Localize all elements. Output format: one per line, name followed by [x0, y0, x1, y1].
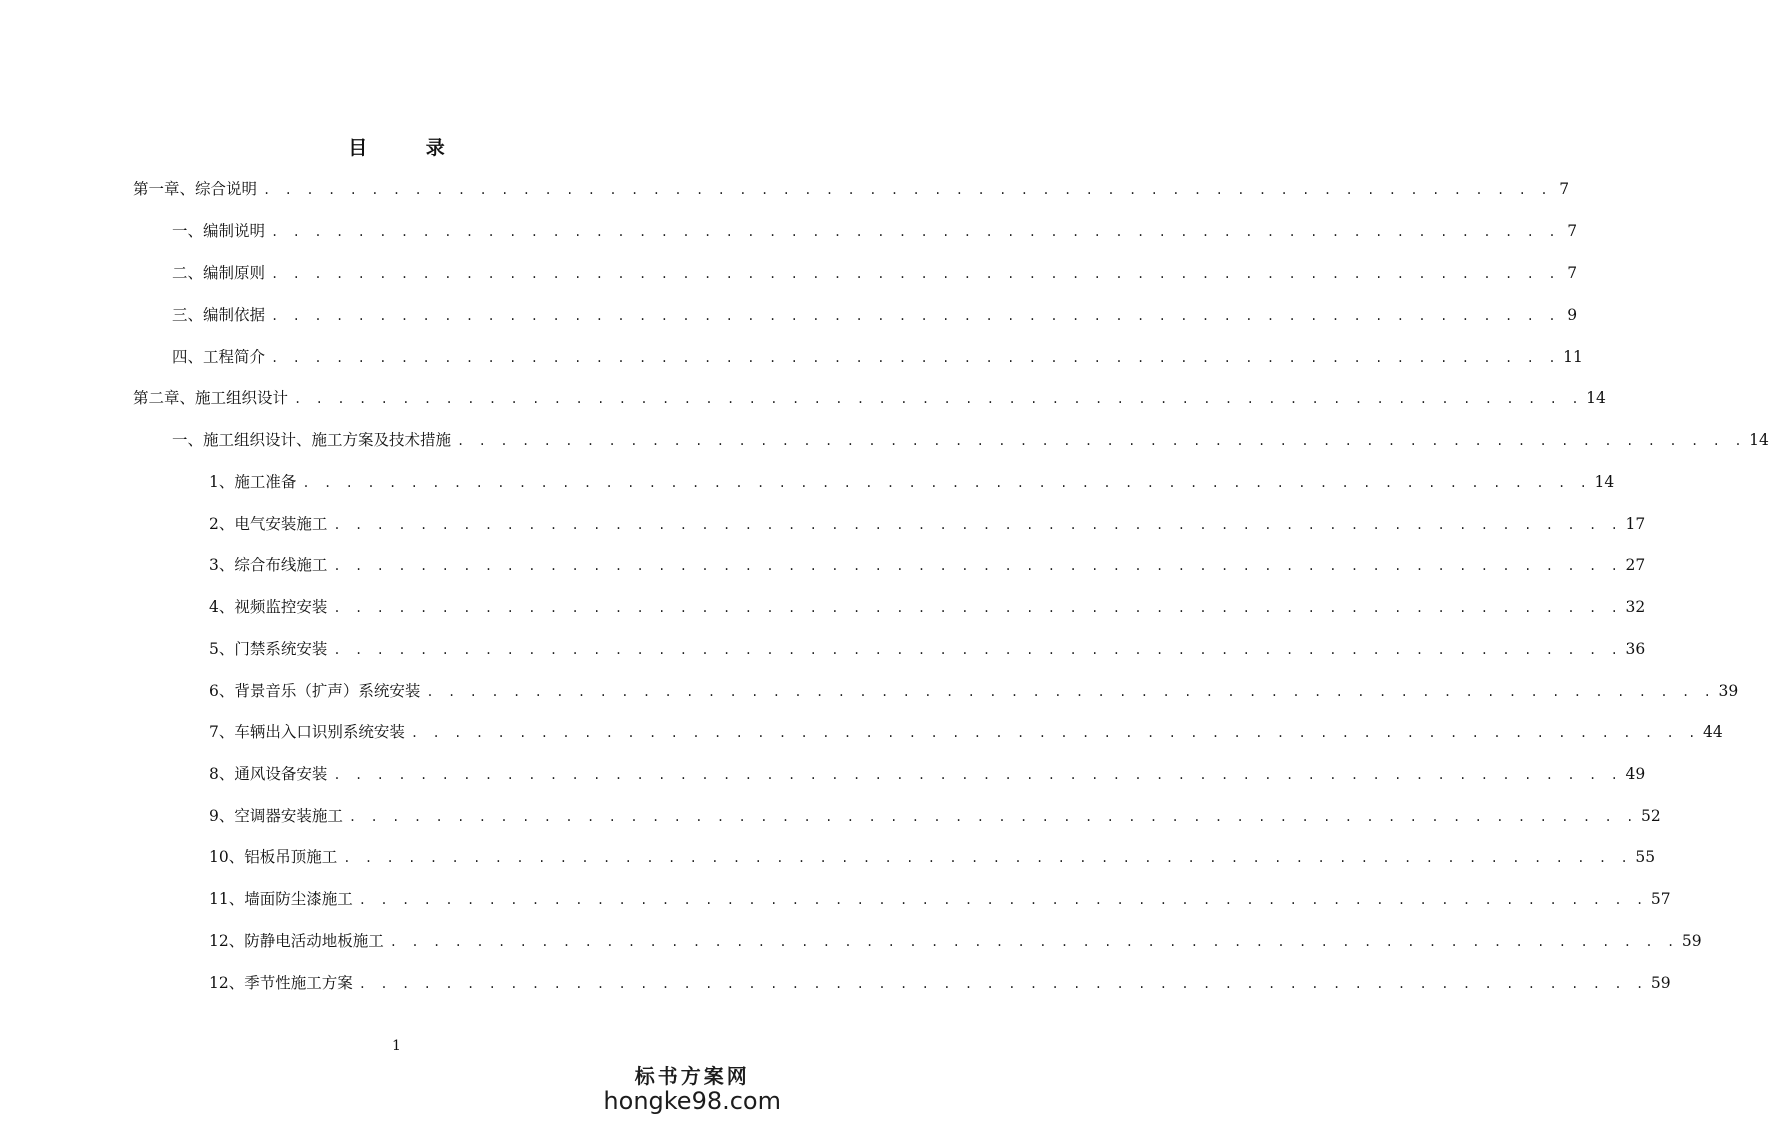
toc-entry-label: 12、季节性施工方案 [209, 974, 353, 992]
toc-entry-label: 一、编制说明 [172, 222, 266, 240]
toc-entry-page: 44 [1703, 723, 1723, 741]
toc-leader-dots: . . . . . . . . . . . . . . . . . . . . . . . . . . . . . . . . . . . . . . . . . . . . . . . . . . . . . . . . . . . . [271, 351, 1560, 365]
toc-leader-dots: . . . . . . . . . . . . . . . . . . . . . . . . . . . . . . . . . . . . . . . . . . . . . . . . . . . . . . . . . . . . [426, 685, 1715, 699]
toc-entry-label: 2、电气安装施工 [209, 515, 328, 533]
toc-entry-label: 二、编制原则 [172, 264, 266, 282]
toc-entry-label: 4、视频监控安装 [209, 598, 328, 616]
toc-entry-page: 9 [1567, 306, 1578, 324]
watermark-url-text: hongke98.com [603, 1087, 781, 1115]
toc-leader-dots: . . . . . . . . . . . . . . . . . . . . . . . . . . . . . . . . . . . . . . . . . . . . . . . . . . . . . . . . . . . . [457, 434, 1746, 448]
toc-leader-dots: . . . . . . . . . . . . . . . . . . . . . . . . . . . . . . . . . . . . . . . . . . . . . . . . . . . . . . . . . . . . [333, 768, 1622, 782]
toc-entry[interactable] [209, 804, 1661, 828]
toc-entry-label: 1、施工准备 [209, 473, 297, 491]
toc-leader-dots: . . . . . . . . . . . . . . . . . . . . . . . . . . . . . . . . . . . . . . . . . . . . . . . . . . . . . . . . . . . . [358, 977, 1647, 991]
toc-leader-dots: . . . . . . . . . . . . . . . . . . . . . . . . . . . . . . . . . . . . . . . . . . . . . . . . . . . . . . . . . . . . [271, 267, 1560, 281]
toc-entry[interactable] [209, 845, 1656, 869]
toc-entry[interactable] [209, 595, 1646, 619]
toc-entry-label: 7、车辆出入口识别系统安装 [209, 723, 405, 741]
toc-entry-page: 32 [1625, 598, 1646, 616]
toc-leader-dots: . . . . . . . . . . . . . . . . . . . . . . . . . . . . . . . . . . . . . . . . . . . . . . . . . . . . . . . . . . . . [348, 810, 1638, 824]
toc-leader-dots: . . . . . . . . . . . . . . . . . . . . . . . . . . . . . . . . . . . . . . . . . . . . . . . . . . . . . . . . . . . . [333, 601, 1622, 615]
toc-entry[interactable] [133, 386, 1606, 410]
toc-entry-page: 14 [1594, 473, 1615, 491]
toc-leader-dots: . . . . . . . . . . . . . . . . . . . . . . . . . . . . . . . . . . . . . . . . . . . . . . . . . . . . . . . . . . . . [333, 559, 1622, 573]
toc-entry[interactable] [209, 929, 1702, 953]
toc-entry-page: 14 [1749, 431, 1769, 449]
toc-entry-label: 5、门禁系统安装 [209, 640, 328, 658]
toc-entry-label: 一、施工组织设计、施工方案及技术措施 [172, 431, 452, 449]
toc-entry-page: 11 [1563, 348, 1583, 366]
toc-leader-dots: . . . . . . . . . . . . . . . . . . . . . . . . . . . . . . . . . . . . . . . . . . . . . . . . . . . . . . . . . . . . [343, 851, 1632, 865]
toc-entry-label: 第二章、施工组织设计 [133, 389, 289, 407]
toc-entry-label: 11、墙面防尘漆施工 [209, 890, 353, 908]
toc-entry-page: 7 [1567, 264, 1578, 282]
toc-entry-page: 57 [1650, 890, 1671, 908]
watermark-chinese-text: 标书方案网 [634, 1064, 750, 1088]
toc-entry-label: 三、编制依据 [172, 306, 266, 324]
toc-entry-page: 55 [1635, 848, 1656, 866]
toc-entry-label: 6、背景音乐（扩声）系统安装 [209, 682, 421, 700]
toc-entry[interactable] [209, 971, 1671, 995]
toc-leader-dots: . . . . . . . . . . . . . . . . . . . . . . . . . . . . . . . . . . . . . . . . . . . . . . . . . . . . . . . . . . . . [410, 726, 1700, 740]
toc-entry[interactable] [172, 428, 1769, 452]
toc-entry-page: 59 [1650, 974, 1671, 992]
toc-entry-page: 7 [1567, 222, 1578, 240]
toc-entry[interactable] [209, 637, 1646, 661]
toc-entry[interactable] [172, 345, 1583, 369]
toc-entry-page: 49 [1625, 765, 1646, 783]
toc-entry[interactable] [209, 887, 1671, 911]
toc-entry[interactable] [172, 219, 1578, 243]
toc-leader-dots: . . . . . . . . . . . . . . . . . . . . . . . . . . . . . . . . . . . . . . . . . . . . . . . . . . . . . . . . . . . . [333, 643, 1622, 657]
watermark [603, 1064, 781, 1114]
toc-entry[interactable] [209, 679, 1739, 703]
toc-entry-label: 12、防静电活动地板施工 [209, 932, 384, 950]
toc-entry-page: 7 [1559, 180, 1570, 198]
toc-leader-dots: . . . . . . . . . . . . . . . . . . . . . . . . . . . . . . . . . . . . . . . . . . . . . . . . . . . . . . . . . . . . [302, 476, 1591, 490]
toc-entry[interactable] [209, 762, 1646, 786]
toc-leader-dots: . . . . . . . . . . . . . . . . . . . . . . . . . . . . . . . . . . . . . . . . . . . . . . . . . . . . . . . . . . . . [358, 893, 1647, 907]
toc-entry-label: 四、工程简介 [172, 348, 266, 366]
toc-entry-page: 17 [1625, 515, 1646, 533]
toc-entry[interactable] [209, 470, 1615, 494]
toc-entry[interactable] [172, 261, 1578, 285]
page-number: 1 [392, 1038, 401, 1054]
toc-entry[interactable] [209, 512, 1646, 536]
toc-leader-dots: . . . . . . . . . . . . . . . . . . . . . . . . . . . . . . . . . . . . . . . . . . . . . . . . . . . . . . . . . . . . [389, 935, 1678, 949]
toc-entry-page: 39 [1718, 682, 1739, 700]
toc-entry-page: 59 [1681, 932, 1702, 950]
toc-entry-page: 36 [1625, 640, 1646, 658]
toc-entry-page: 27 [1625, 556, 1646, 574]
toc-entry-label: 10、铝板吊顶施工 [209, 848, 338, 866]
toc-entry-label: 第一章、综合说明 [133, 180, 258, 198]
toc-entry[interactable] [172, 303, 1578, 327]
toc-leader-dots: . . . . . . . . . . . . . . . . . . . . . . . . . . . . . . . . . . . . . . . . . . . . . . . . . . . . . . . . . . . . [294, 392, 1583, 406]
toc-entry[interactable] [133, 177, 1570, 201]
toc-entry-label: 3、综合布线施工 [209, 556, 328, 574]
toc-entry-page: 14 [1586, 389, 1606, 407]
toc-entry-page: 52 [1641, 807, 1661, 825]
toc-entry[interactable] [209, 720, 1723, 744]
toc-entry[interactable] [209, 553, 1646, 577]
toc-leader-dots: . . . . . . . . . . . . . . . . . . . . . . . . . . . . . . . . . . . . . . . . . . . . . . . . . . . . . . . . . . . . [271, 225, 1560, 239]
toc-leader-dots: . . . . . . . . . . . . . . . . . . . . . . . . . . . . . . . . . . . . . . . . . . . . . . . . . . . . . . . . . . . . [271, 309, 1560, 323]
page-title: 目 录 [348, 137, 471, 159]
toc-leader-dots: . . . . . . . . . . . . . . . . . . . . . . . . . . . . . . . . . . . . . . . . . . . . . . . . . . . . . . . . . . . . [263, 183, 1552, 197]
toc-entry-label: 8、通风设备安装 [209, 765, 328, 783]
toc-leader-dots: . . . . . . . . . . . . . . . . . . . . . . . . . . . . . . . . . . . . . . . . . . . . . . . . . . . . . . . . . . . . [333, 518, 1622, 532]
toc-entry-label: 9、空调器安装施工 [209, 807, 343, 825]
